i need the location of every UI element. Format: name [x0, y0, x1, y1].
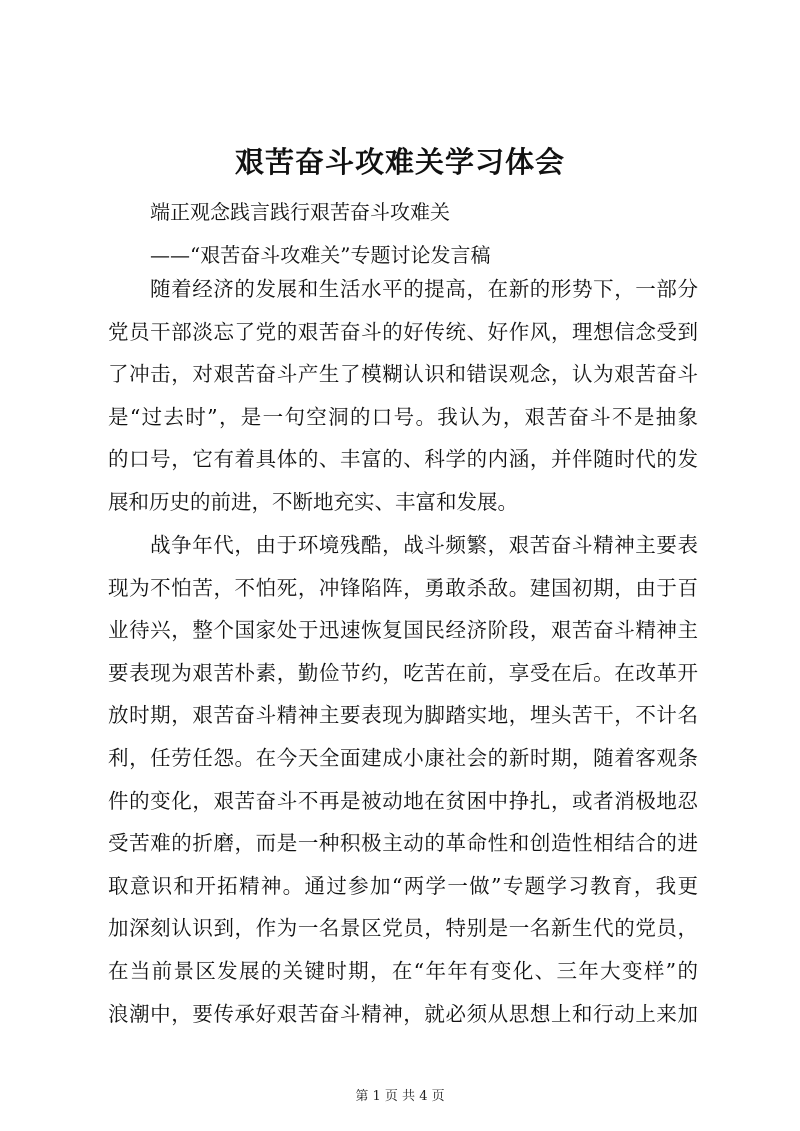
paragraph-line: 展和历史的前进，不断地充实、丰富和发展。: [108, 489, 518, 514]
document-title: 艰苦奋斗攻难关学习体会: [234, 145, 565, 179]
paragraph-line: 件的变化，艰苦奋斗不再是被动地在贫困中挣扎，或者消极地忍: [108, 788, 698, 813]
paragraph-2: [108, 524, 698, 1035]
paragraph-line: 受苦难的折磨，而是一种积极主动的革命性和创造性相结合的进: [108, 831, 698, 856]
paragraph-line: 在当前景区发展的关键时期，在“年年有变化、三年大变样”的: [108, 958, 698, 983]
paragraph-line: 的口号，它有着具体的、丰富的、科学的内涵，并伴随时代的发: [108, 447, 698, 472]
paragraph-line: 要表现为艰苦朴素，勤俭节约，吃苦在前，享受在后。在改革开: [108, 660, 698, 685]
paragraph-line: 放时期，艰苦奋斗精神主要表现为脚踏实地，埋头苦干，不计名: [108, 703, 698, 728]
paragraph-line: 随着经济的发展和生活水平的提高，在新的形势下，一部分: [150, 277, 698, 301]
paragraph-line: 现为不怕苦，不怕死，冲锋陷阵，勇敢杀敌。建国初期，由于百: [108, 575, 698, 600]
paragraph-line: 加深刻认识到，作为一名景区党员，特别是一名新生代的党员，: [108, 916, 698, 941]
document-subtitle: 端正观念践言践行艰苦奋斗攻难关: [150, 200, 450, 224]
paragraph-line: 业待兴，整个国家处于迅速恢复国民经济阶段，艰苦奋斗精神主: [108, 618, 698, 643]
page-footer: 第 1 页 共 4 页: [355, 1089, 445, 1104]
paragraph-line: 浪潮中，要传承好艰苦奋斗精神，就必须从思想上和行动上来加: [108, 1001, 698, 1026]
paragraph-line: 战争年代，由于环境残酷，战斗频繁，艰苦奋斗精神主要表: [150, 533, 698, 557]
paragraph-line: 利，任劳任怨。在今天全面建成小康社会的新时期，随着客观条: [108, 745, 698, 770]
paragraph-line: 党员干部淡忘了党的艰苦奋斗的好传统、好作风，理想信念受到: [108, 319, 698, 344]
paragraph-line: 是“过去时”，是一句空洞的口号。我认为，艰苦奋斗不是抽象: [108, 404, 698, 429]
document-subheading: ——“艰苦奋斗攻难关”专题讨论发言稿: [150, 243, 491, 267]
paragraph-line: 了冲击，对艰苦奋斗产生了模糊认识和错误观念，认为艰苦奋斗: [108, 362, 698, 387]
paragraph-line: 取意识和开拓精神。通过参加“两学一做”专题学习教育，我更: [108, 873, 698, 898]
paragraph-1: [108, 268, 698, 524]
